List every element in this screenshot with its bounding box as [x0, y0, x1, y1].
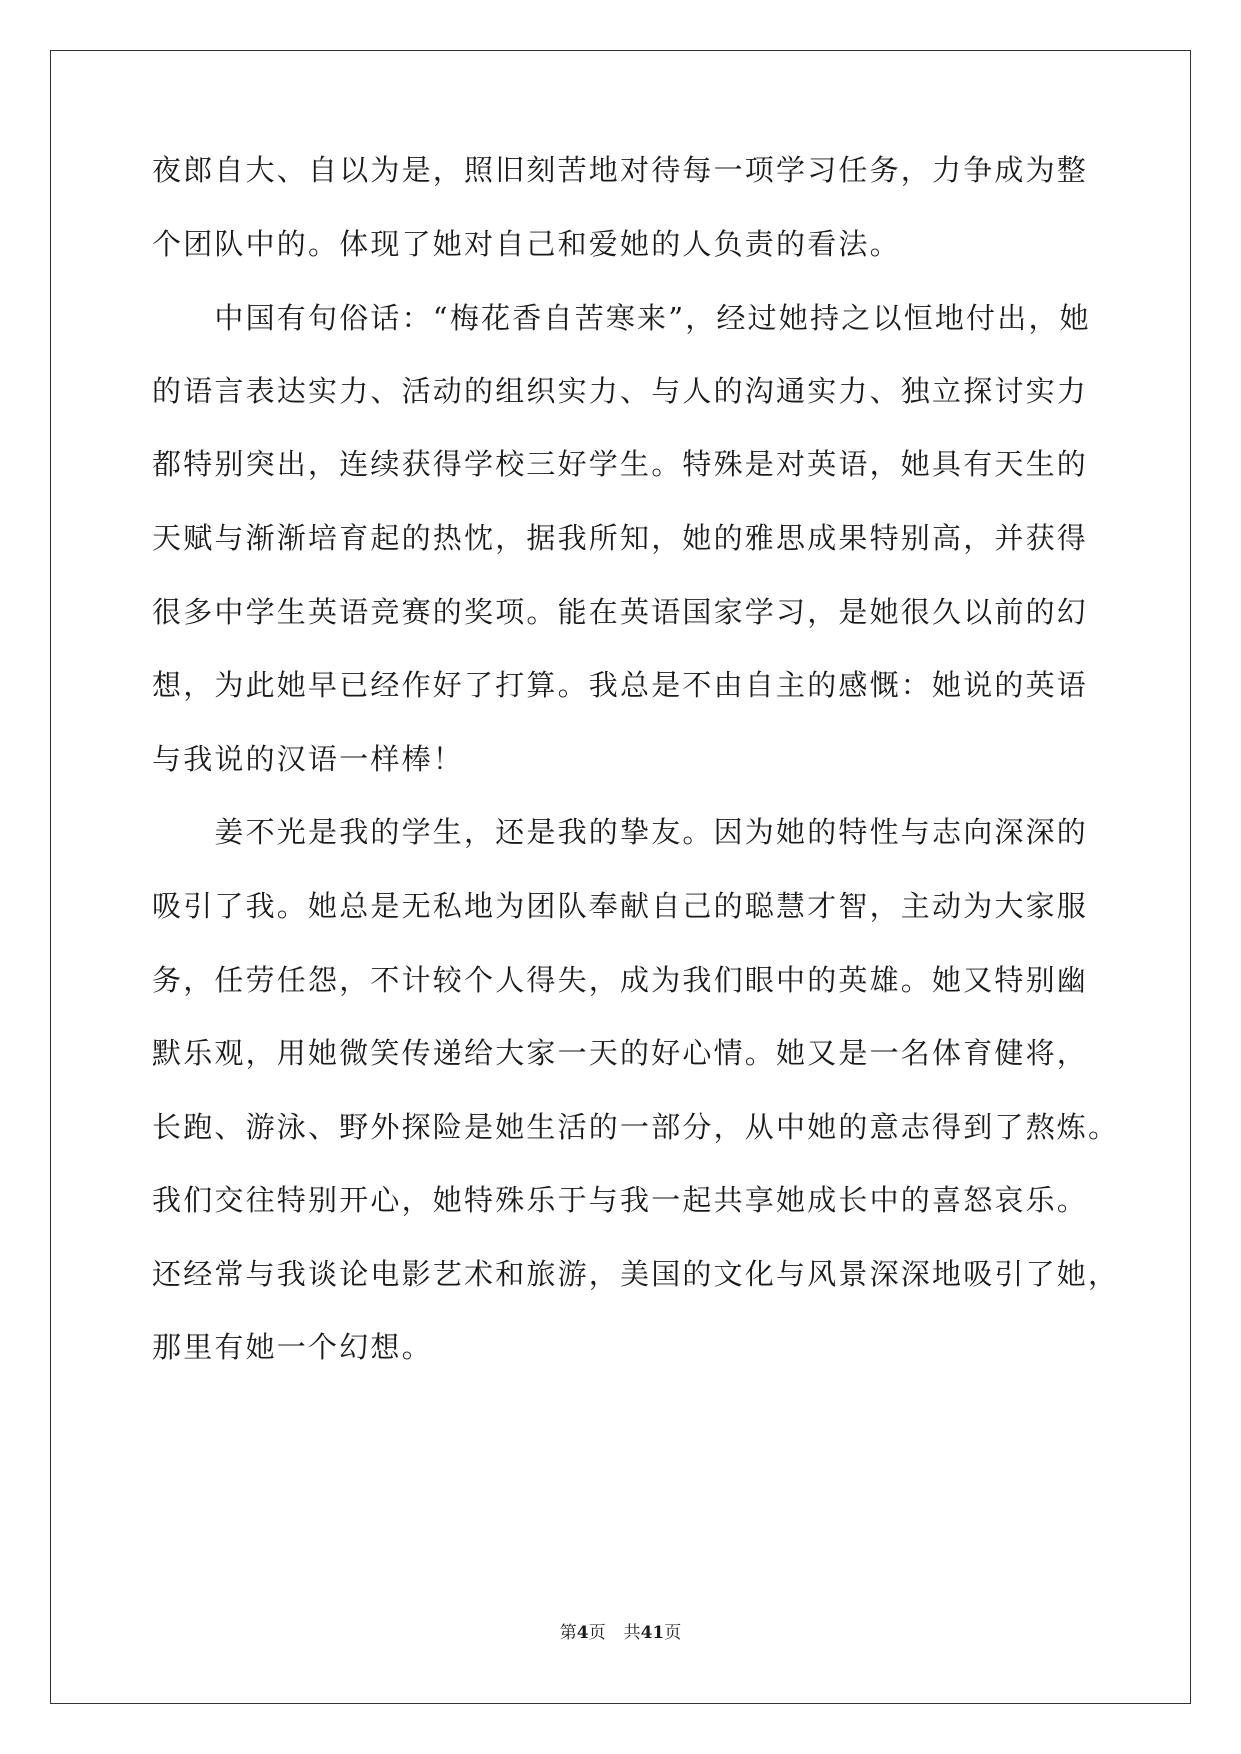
body-line: 默乐观，用她微笑传递给大家一天的好心情。她又是一名体育健将， [152, 1036, 1089, 1070]
body-line: 中国有句俗话：“梅花香自苦寒来”，经过她持之以恒地付出，她 [152, 301, 1091, 335]
body-line: 都特别突出，连续获得学校三好学生。特殊是对英语，她具有天生的 [152, 447, 1089, 481]
body-line: 的语言表达实力、活动的组织实力、与人的沟通实力、独立探讨实力 [152, 374, 1089, 408]
body-line: 个团队中的。体现了她对自己和爱她的人负责的看法。 [152, 227, 901, 261]
body-line: 夜郎自大、自以为是，照旧刻苦地对待每一项学习任务，力争成为整 [152, 153, 1089, 187]
current-page-number: 4 [576, 1623, 589, 1643]
body-line: 务，任劳任怨，不计较个人得失，成为我们眼中的英雄。她又特别幽 [152, 963, 1089, 997]
footer-page-suffix: 页 [588, 1623, 606, 1643]
body-line: 很多中学生英语竞赛的奖项。能在英语国家学习，是她很久以前的幻 [152, 595, 1089, 629]
footer-total-suffix: 页 [664, 1623, 682, 1643]
body-line: 还经常与我谈论电影艺术和旅游，美国的文化与风景深深地吸引了她， [152, 1257, 1120, 1291]
body-line: 姜不光是我的学生，还是我的挚友。因为她的特性与志向深深的 [152, 815, 1089, 849]
body-line: 天赋与渐渐培育起的热忱，据我所知，她的雅思成果特别高，并获得 [152, 521, 1089, 555]
page-footer [0, 1622, 1241, 1644]
body-line: 吸引了我。她总是无私地为团队奉献自己的聪慧才智，主动为大家服 [152, 889, 1089, 923]
body-line: 想，为此她早已经作好了打算。我总是不由自主的感慨：她说的英语 [152, 668, 1089, 702]
body-line: 与我说的汉语一样棒！ [152, 742, 465, 776]
body-line: 我们交往特别开心，她特殊乐于与我一起共享她成长中的喜怒哀乐。 [152, 1183, 1089, 1217]
footer-total-prefix: 共 [623, 1623, 641, 1643]
body-line: 那里有她一个幻想。 [152, 1330, 433, 1364]
total-page-count: 41 [640, 1623, 665, 1643]
footer-prefix: 第 [559, 1623, 577, 1643]
body-line: 长跑、游泳、野外探险是她生活的一部分，从中她的意志得到了熬炼。 [152, 1110, 1120, 1144]
